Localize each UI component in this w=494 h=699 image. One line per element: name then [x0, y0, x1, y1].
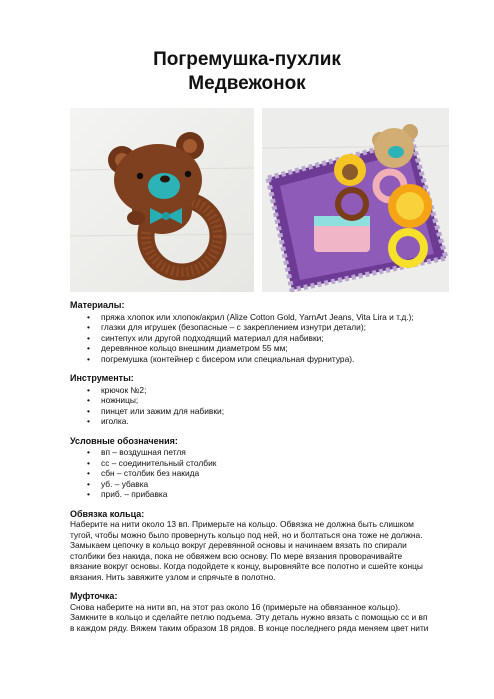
- list-item: • сбн – столбик без накида: [70, 468, 455, 479]
- legend-heading: Условные обозначения:: [70, 435, 178, 446]
- list-item: • уб. – убавка: [70, 479, 455, 490]
- muff-section: [70, 591, 455, 633]
- list-item: • крючок №2;: [70, 385, 455, 396]
- list-item: • синтепух или другой подходящий материал для набивки;: [70, 333, 455, 344]
- list-item: • пинцет или зажим для набивки;: [70, 406, 455, 417]
- list-item: • деревянное кольцо внешним диаметром 55 мм;: [70, 343, 455, 354]
- list-item: • погремушка (контейнер с бисером или специальная фурнитура).: [70, 354, 455, 365]
- toy-basket-photo: [262, 108, 449, 292]
- tools-heading: Инструменты:: [70, 373, 134, 383]
- list-item: • иголка.: [70, 416, 455, 427]
- instructions-body: [70, 300, 455, 633]
- list-item: • пряжа хлопок или хлопок/акрил (Alize Cotton Gold, YarnArt Jeans, Vita Lira и т.д.);: [70, 312, 455, 323]
- tools-section: [70, 373, 455, 427]
- tools-list: [70, 385, 455, 427]
- list-item: • ножницы;: [70, 395, 455, 406]
- paragraph-line: вязание вокруг основы. Когда подойдете к концу, выровняйте все полотно и сшейте концы: [70, 561, 423, 571]
- muff-paragraph: [70, 602, 455, 634]
- paragraph-line: Замыкаем цепочку в кольцо вокруг деревянной основы и начинаем вязать по спирали: [70, 540, 407, 550]
- ring-heading: Обвязка кольца:: [70, 508, 145, 519]
- paragraph-line: в каждом ряду. Вяжем таким образом 18 рядов. В конце последнего ряда меняем цвет нити: [70, 622, 429, 633]
- paragraph-line: Наберите на нити около 13 вп. Примерьте на кольцо. Обвязка не должна быть слишком: [70, 519, 414, 529]
- paragraph-line: тугой, чтобы можно было провернуть кольцо под ней, но и болтаться она тоже не должна.: [70, 529, 423, 540]
- list-item: • глазки для игрушек (безопасные – с закреплением изнутри детали);: [70, 322, 455, 333]
- title-line-2: Медвежонок: [188, 73, 306, 94]
- muff-heading: Муфточка:: [70, 591, 118, 601]
- ring-paragraph: [70, 519, 455, 582]
- paragraph-line: Снова наберите на нити вп, на этот раз около 16 (примерьте на обвязанное кольцо).: [70, 601, 401, 612]
- ring-section: [70, 509, 455, 583]
- title-line-1: Погремушка-пухлик: [153, 49, 341, 70]
- document-title: [0, 48, 494, 96]
- list-item: • вп – воздушная петля: [70, 447, 455, 458]
- list-item: • приб. – прибавка: [70, 489, 455, 500]
- list-item: • сс – соединительный столбик: [70, 458, 455, 469]
- paragraph-line: Замкните в кольцо и сделайте петлю подъема. Эту деталь нужно вязать с помощью сс и вп: [70, 612, 428, 622]
- materials-section: [70, 300, 455, 364]
- paragraph-line: столбики без накида, пока не обвяжем всю основу. По мере вязания проворачивайте: [70, 550, 403, 561]
- legend-list: [70, 447, 455, 500]
- bear-rattle-photo: [70, 108, 254, 292]
- legend-section: [70, 436, 455, 500]
- materials-list: [70, 312, 455, 365]
- materials-heading: Материалы:: [70, 300, 125, 310]
- paragraph-line: вязания. Нить завяжите узлом и спрячьте в полотно.: [70, 571, 276, 582]
